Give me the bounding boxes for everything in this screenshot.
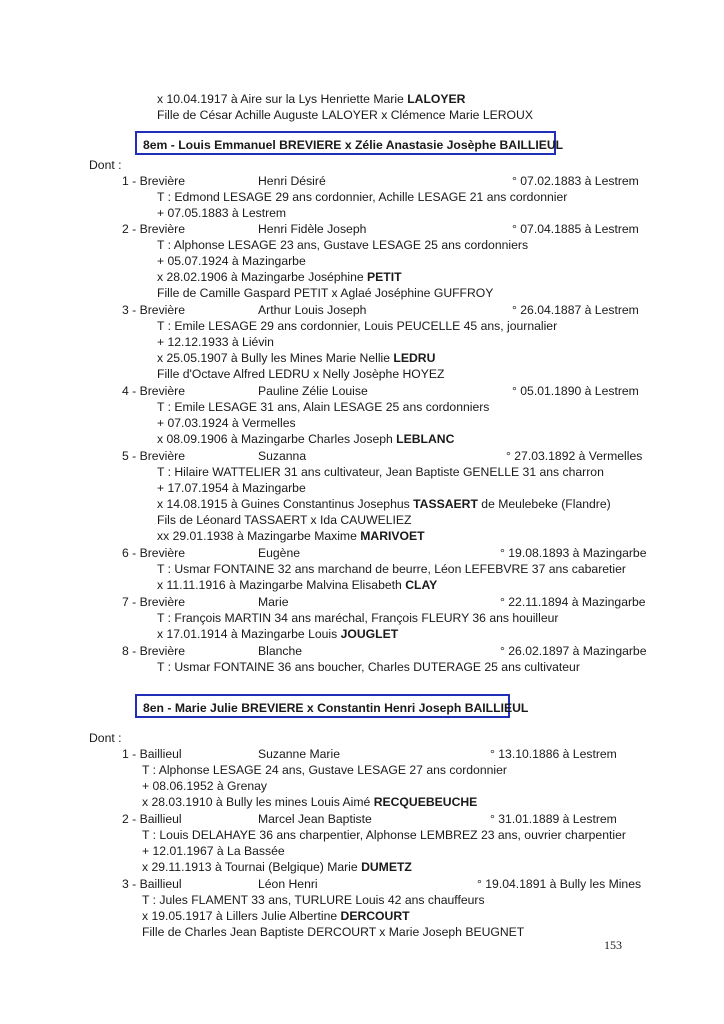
marriage-line: x 25.05.1907 à Bully les Mines Marie Nellie LEDRU	[157, 351, 436, 365]
section-title-box: 8en - Marie Julie BREVIERE x Constantin Henri Joseph BAILLIEUL	[135, 694, 510, 718]
child-birth: ° 05.01.1890 à Lestrem	[512, 384, 639, 398]
child-names: Suzanna	[258, 449, 307, 463]
marriage-line: x 29.11.1913 à Tournai (Belgique) Marie DUMETZ	[142, 860, 412, 874]
surname: LEDRU	[393, 351, 436, 365]
parents-line: Fille de César Achille Auguste LALOYER x Clémence Marie LEROUX	[157, 108, 533, 122]
marriage-line: x 19.05.1917 à Lillers Julie Albertine DERCOURT	[142, 909, 410, 923]
surname: DERCOURT	[340, 909, 410, 923]
section-title-box: 8em - Louis Emmanuel BREVIERE x Zélie Anastasie Josèphe BAILLIEUL	[135, 131, 556, 155]
death-line: + 12.01.1967 à La Bassée	[142, 844, 285, 858]
child-names: Marcel Jean Baptiste	[258, 812, 372, 826]
surname: RECQUEBEUCHE	[373, 795, 478, 809]
child-number: 1 - Brevière	[122, 174, 185, 188]
child-birth: ° 26.04.1887 à Lestrem	[512, 303, 639, 317]
surname: DUMETZ	[361, 860, 412, 874]
child-birth: ° 31.01.1889 à Lestrem	[490, 812, 617, 826]
child-names: Suzanne Marie	[258, 747, 340, 761]
surname: JOUGLET	[340, 627, 399, 641]
death-line: + 05.07.1924 à Mazingarbe	[157, 254, 306, 268]
child-birth: ° 13.10.1886 à Lestrem	[490, 747, 617, 761]
death-line: + 07.05.1883 à Lestrem	[157, 206, 287, 220]
witness-line: T : Louis DELAHAYE 36 ans charpentier, Alphonse LEMBREZ 23 ans, ouvrier charpentier	[142, 828, 626, 842]
child-names: Léon Henri	[258, 877, 318, 891]
surname: TASSAERT	[413, 497, 478, 511]
child-number: 2 - Baillieul	[122, 812, 182, 826]
witness-line: T : Emile LESAGE 29 ans cordonnier, Louis PEUCELLE 45 ans, journalier	[157, 319, 558, 333]
marriage-line: x 11.11.1916 à Mazingarbe Malvina Elisabeth CLAY	[157, 578, 438, 592]
witness-line: T : Edmond LESAGE 29 ans cordonnier, Achille LESAGE 21 ans cordonnier	[157, 190, 568, 204]
surname: PETIT	[367, 270, 402, 284]
child-birth: ° 22.11.1894 à Mazingarbe	[500, 595, 646, 609]
child-names: Eugène	[258, 546, 301, 560]
dont-label: Dont :	[89, 158, 122, 172]
parents-line: Fils de Léonard TASSAERT x Ida CAUWELIEZ	[157, 513, 412, 527]
child-birth: ° 19.08.1893 à Mazingarbe	[500, 546, 647, 560]
witness-line: T : Usmar FONTAINE 32 ans marchand de beurre, Léon LEFEBVRE 37 ans cabaretier	[157, 562, 626, 576]
child-number: 7 - Brevière	[122, 595, 185, 609]
parents-line: Fille de Camille Gaspard PETIT x Aglaé Joséphine GUFFROY	[157, 286, 494, 300]
child-birth: ° 07.02.1883 à Lestrem	[512, 174, 639, 188]
marriage-line: x 14.08.1915 à Guines Constantinus Josephus TASSAERT de Meulebeke (Flandre)	[157, 497, 611, 511]
child-birth: ° 26.02.1897 à Mazingarbe	[500, 644, 647, 658]
witness-line: T : Hilaire WATTELIER 31 ans cultivateur, Jean Baptiste GENELLE 31 ans charron	[157, 465, 604, 479]
child-number: 6 - Brevière	[122, 546, 185, 560]
child-names: Henri Fidèle Joseph	[258, 222, 367, 236]
parents-line: Fille d'Octave Alfred LEDRU x Nelly Josèphe HOYEZ	[157, 367, 445, 381]
child-birth: ° 19.04.1891 à Bully les Mines	[477, 877, 642, 891]
child-number: 3 - Brevière	[122, 303, 185, 317]
page-number: 153	[604, 938, 622, 952]
surname: LEBLANC	[396, 432, 455, 446]
child-number: 2 - Brevière	[122, 222, 185, 236]
child-number: 4 - Brevière	[122, 384, 185, 398]
child-names: Marie	[258, 595, 289, 609]
witness-line: T : Alphonse LESAGE 24 ans, Gustave LESAGE 27 ans cordonnier	[142, 763, 507, 777]
witness-line: T : François MARTIN 34 ans maréchal, François FLEURY 36 ans houilleur	[157, 611, 559, 625]
surname: LALOYER	[407, 92, 466, 106]
witness-line: T : Emile LESAGE 31 ans, Alain LESAGE 25 ans cordonniers	[157, 400, 490, 414]
witness-line: T : Alphonse LESAGE 23 ans, Gustave LESAGE 25 ans cordonniers	[157, 238, 529, 252]
witness-line: T : Jules FLAMENT 33 ans, TURLURE Louis 42 ans chauffeurs	[142, 893, 485, 907]
death-line: + 17.07.1954 à Mazingarbe	[157, 481, 306, 495]
child-names: Blanche	[258, 644, 303, 658]
child-number: 3 - Baillieul	[122, 877, 182, 891]
dont-label: Dont :	[89, 731, 122, 745]
child-number: 1 - Baillieul	[122, 747, 182, 761]
surname: MARIVOET	[360, 529, 425, 543]
parents-line: Fille de Charles Jean Baptiste DERCOURT x Marie Joseph BEUGNET	[142, 925, 525, 939]
death-line: + 08.06.1952 à Grenay	[142, 779, 268, 793]
child-number: 5 - Brevière	[122, 449, 185, 463]
child-birth: ° 27.03.1892 à Vermelles	[506, 449, 643, 463]
marriage-line: x 28.02.1906 à Mazingarbe Joséphine PETIT	[157, 270, 402, 284]
child-names: Arthur Louis Joseph	[258, 303, 367, 317]
child-names: Pauline Zélie Louise	[258, 384, 368, 398]
child-number: 8 - Brevière	[122, 644, 185, 658]
child-names: Henri Désiré	[258, 174, 326, 188]
marriage-line: x 28.03.1910 à Bully les mines Louis Aimé RECQUEBEUCHE	[142, 795, 478, 809]
child-birth: ° 07.04.1885 à Lestrem	[512, 222, 639, 236]
marriage-line: x 08.09.1906 à Mazingarbe Charles Joseph LEBLANC	[157, 432, 455, 446]
second-marriage-line: xx 29.01.1938 à Mazingarbe Maxime MARIVOET	[157, 529, 425, 543]
surname: CLAY	[405, 578, 438, 592]
witness-line: T : Usmar FONTAINE 36 ans boucher, Charles DUTERAGE 25 ans cultivateur	[157, 660, 580, 674]
marriage-line: x 17.01.1914 à Mazingarbe Louis JOUGLET	[157, 627, 399, 641]
marriage-line: x 10.04.1917 à Aire sur la Lys Henriette Marie LALOYER	[157, 92, 466, 106]
death-line: + 07.03.1924 à Vermelles	[157, 416, 296, 430]
death-line: + 12.12.1933 à Liévin	[157, 335, 274, 349]
